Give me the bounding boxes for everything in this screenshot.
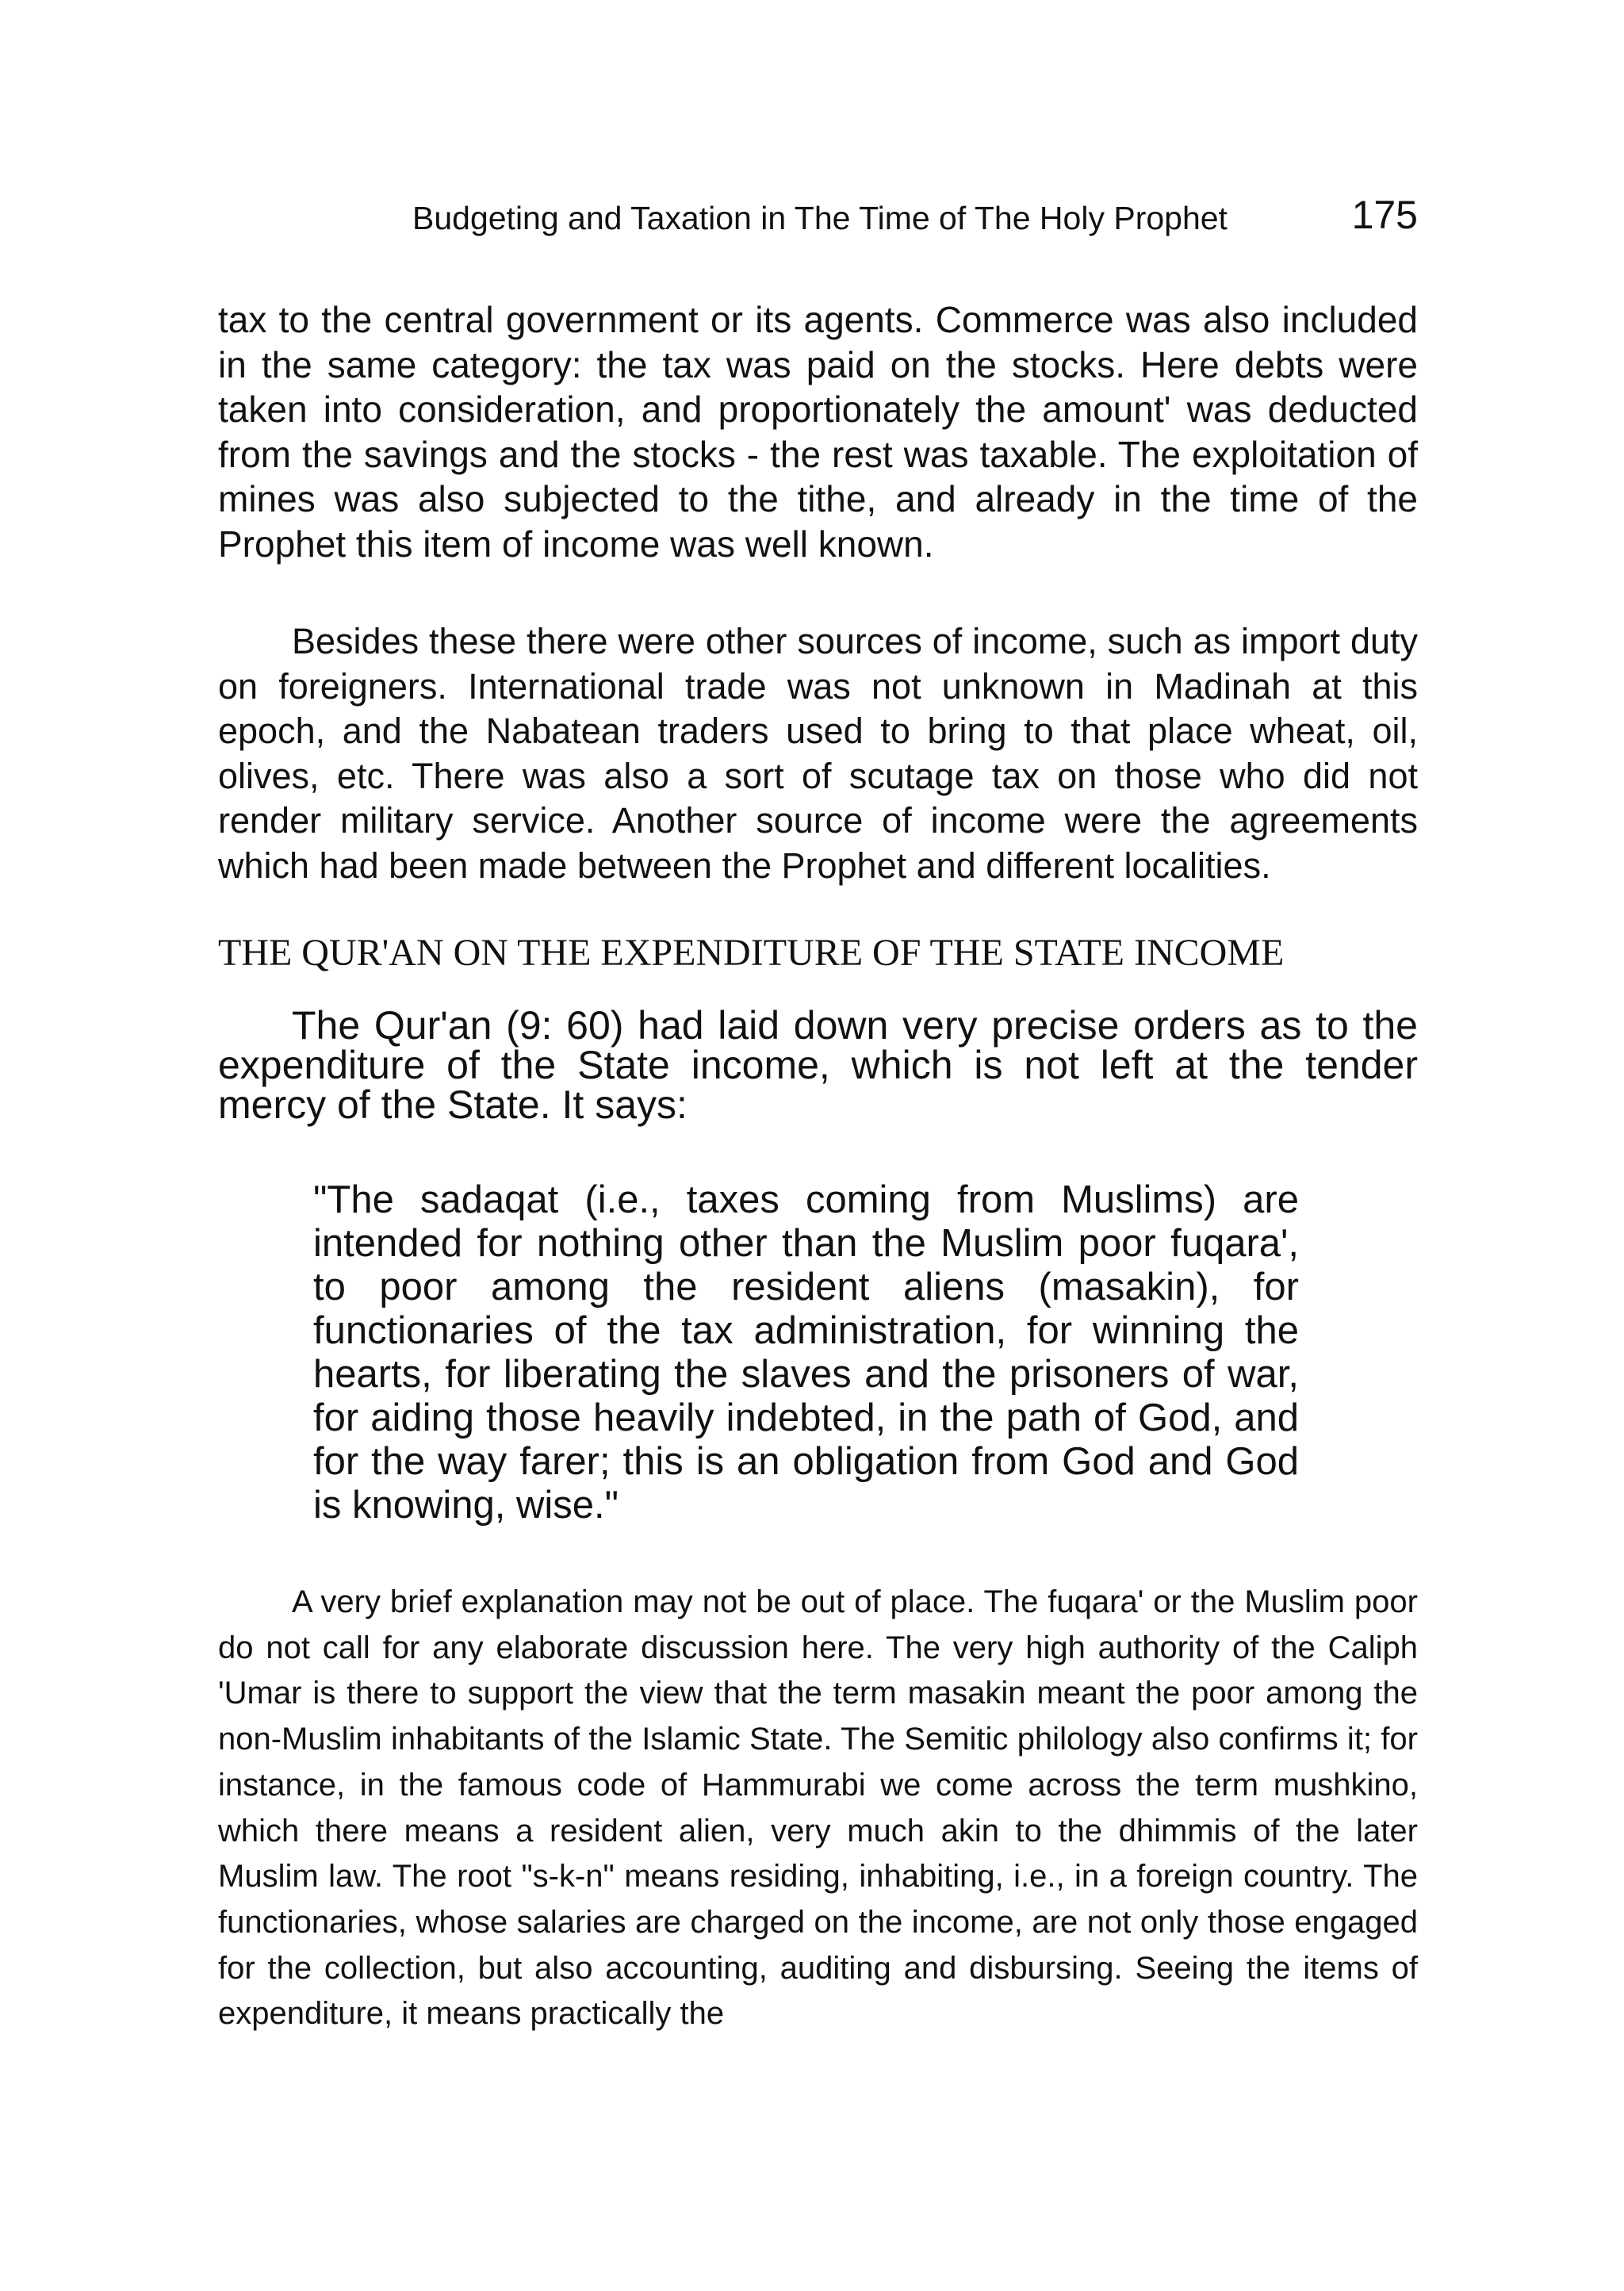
paragraph-quran-orders: The Qur'an (9: 60) had laid down very precise orders as to the expenditure of the State income, which is not left at the tender mercy of the State. It says:	[218, 1003, 1418, 1127]
paragraph-other-sources: Besides these there were other sources of income, such as import duty on foreigners. International trade was not unknown in Madinah at this epoch, and the Nabatean traders used to bring to that place wheat, oil, olives, etc. There was also a sort of scutage tax on those who did not render military service. Another source of income were the agreements which had been made between the Prophet and different localities.	[218, 621, 1418, 886]
running-header	[412, 192, 1418, 247]
paragraph-explanation: A very brief explanation may not be out of place. The fuqara' or the Muslim poor do not call for any elaborate discussion here. The very high authority of the Caliph 'Umar is there to support the view that the term masakin meant the poor among the non-Muslim inhabitants of the Islamic State. The Semitic philology also confirms it; for instance, in the famous code of Hammurabi we come across the term mushkino, which there means a resident alien, very much akin to the dhimmis of the later Muslim law. The root "s-k-n" means residing, inhabiting, i.e., in a foreign country. The functionaries, whose salaries are charged on the income, are not only those engaged for the collection, but also accounting, auditing and disbursing. Seeing the items of expenditure, it means practically the	[218, 1584, 1418, 2032]
block-quote-verse: "The sadaqat (i.e., taxes coming from Muslims) are intended for nothing other than the Muslim poor fuqara', to poor among the resident aliens (masakin), for functionaries of the tax administration, for winning the hearts, for liberating the slaves and the prisoners of war, for aiding those heavily indebted, in the path of God, and for the way farer; this is an obligation from God and God is knowing, wise."	[313, 1178, 1299, 1527]
page-number: 175	[1351, 193, 1418, 237]
section-heading: THE QUR'AN ON THE EXPENDITURE OF THE STATE INCOME	[218, 932, 1285, 974]
paragraph-tax-commerce: tax to the central government or its agents. Commerce was also included in the same category: the tax was paid on the stocks. Here debts were taken into consideration, and proportionately the amount' was deducted from the savings and the stocks - the rest was taxable. The exploitation of mines was also subjected to the tithe, and already in the time of the Prophet this item of income was well known.	[218, 299, 1418, 565]
running-title: Budgeting and Taxation in The Time of The Holy Prophet	[412, 200, 1228, 236]
